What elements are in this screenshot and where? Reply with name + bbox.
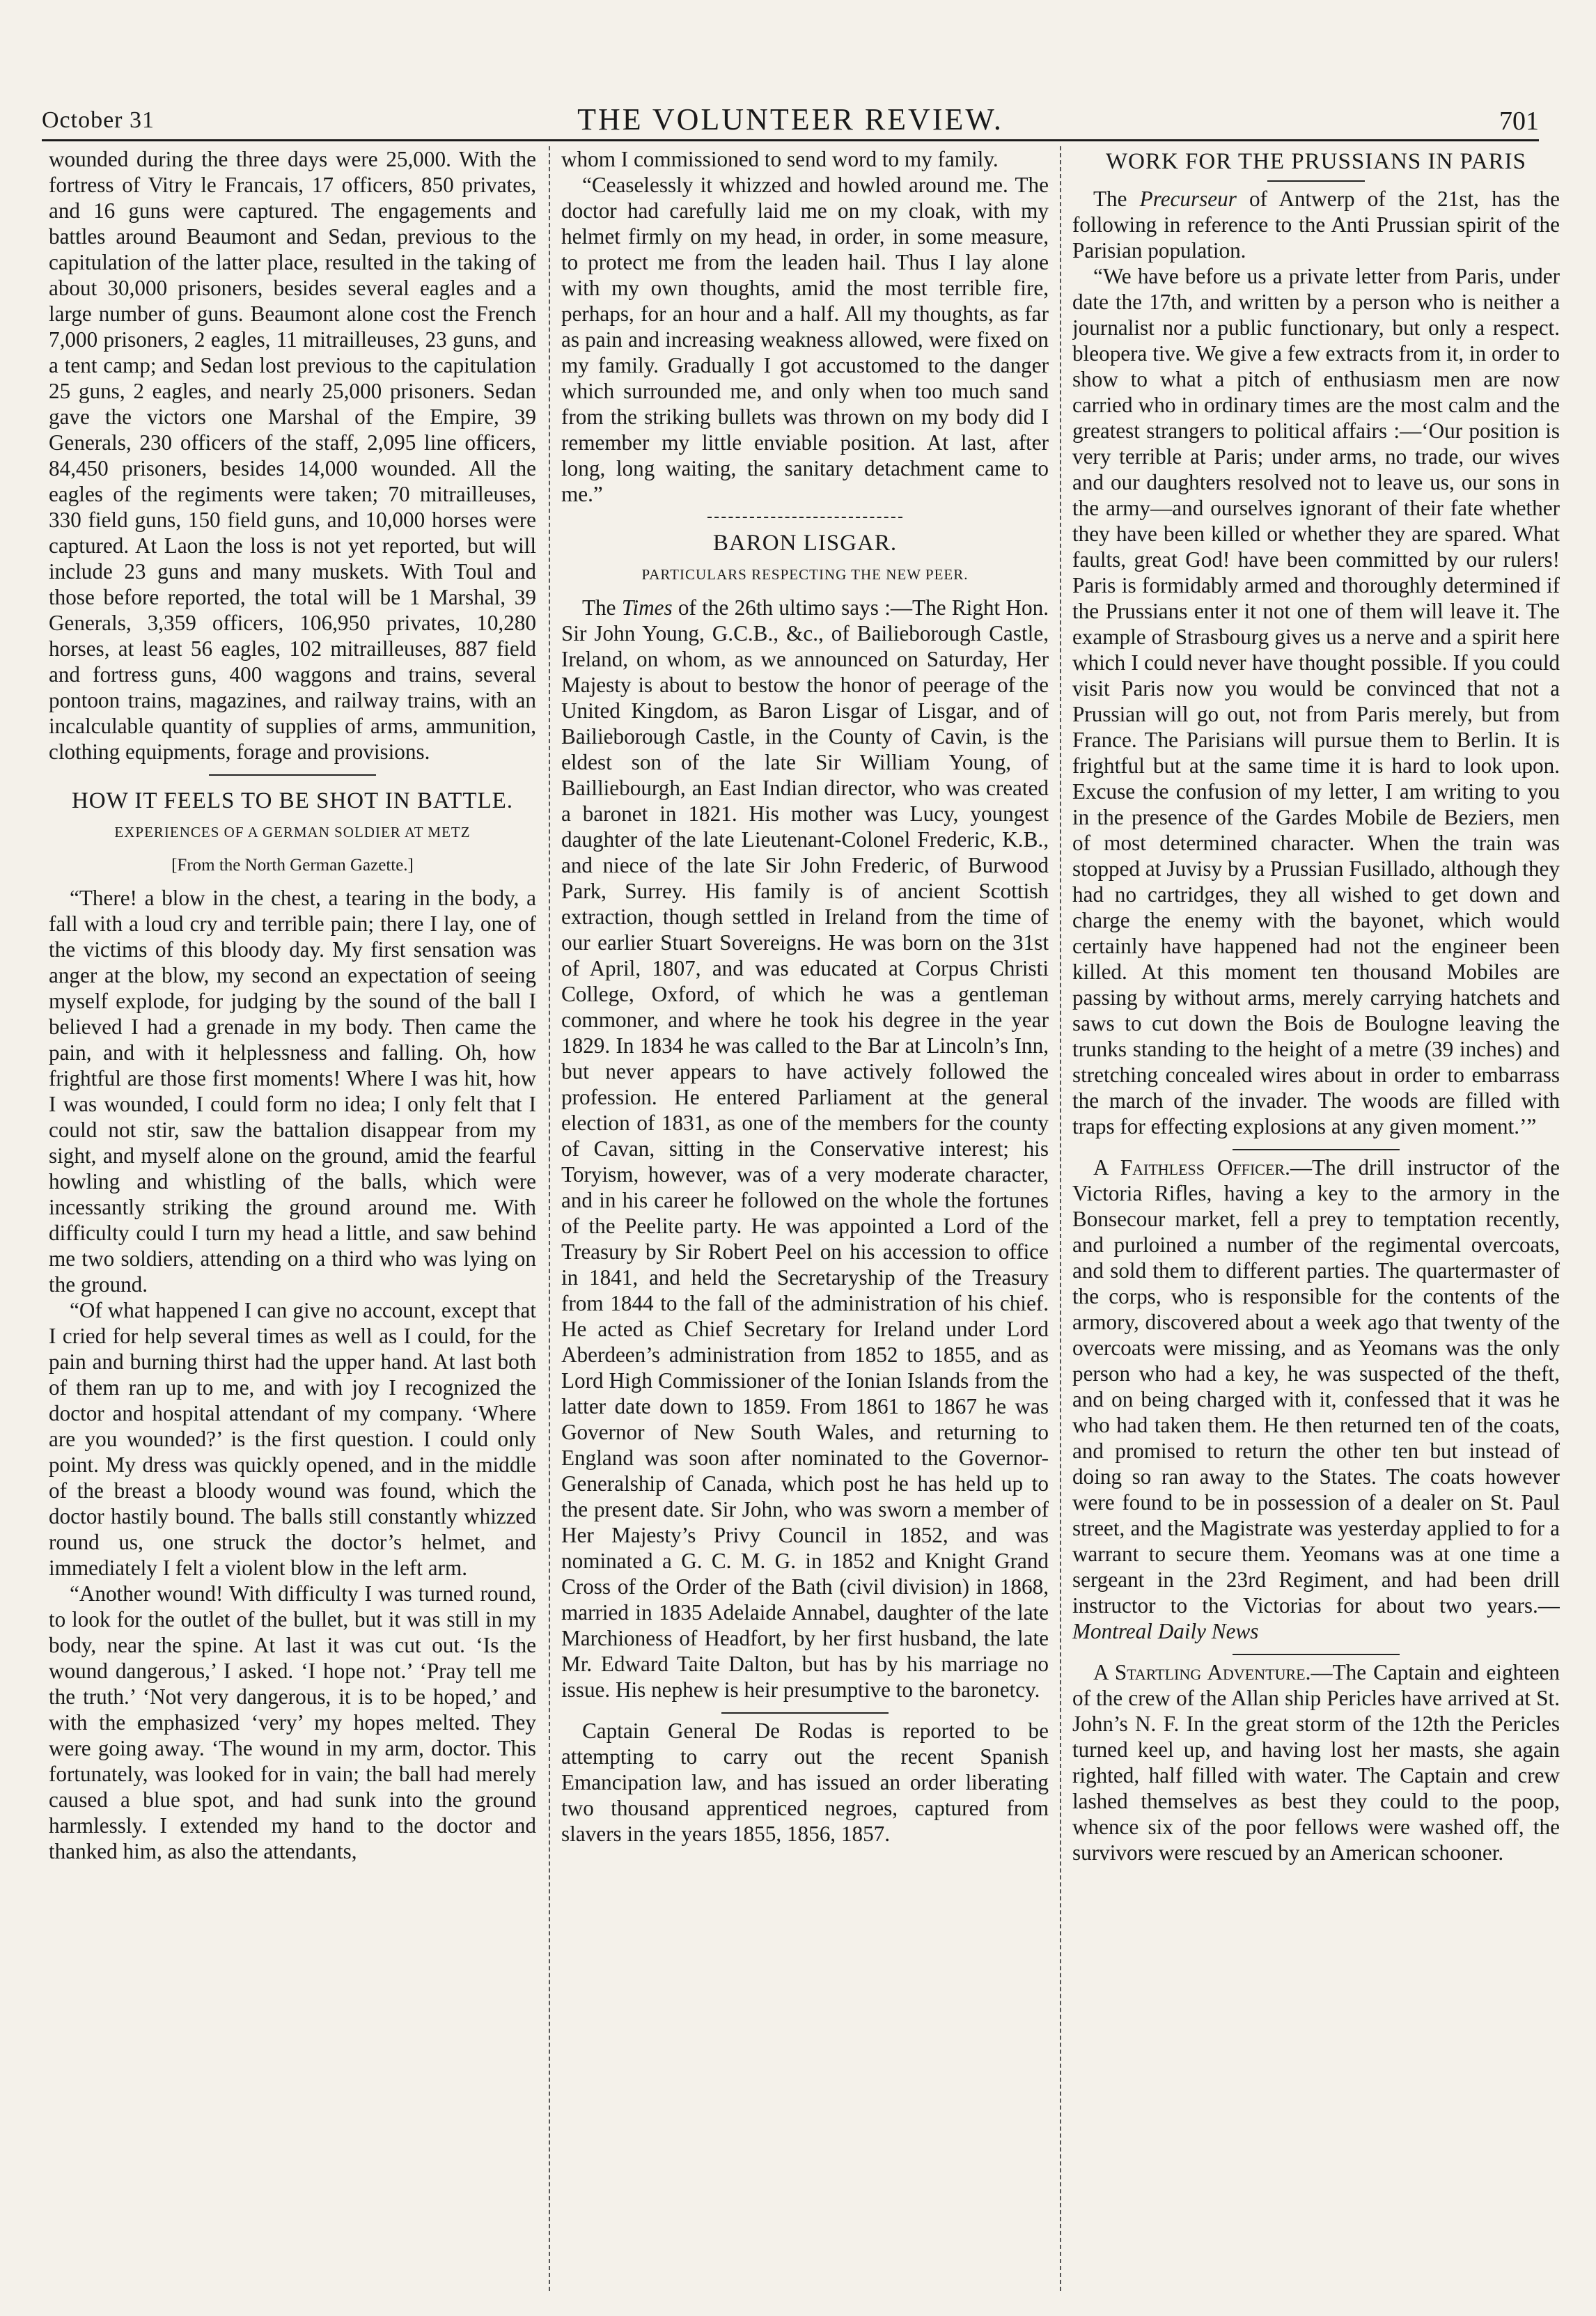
article-paragraph-letter: “We have before us a private letter from Paris, under date the 17th, and written by a person who is neither a journalist nor a public functionary, but only a respect. bleopera tive. We give a few extracts from it, in order to show to what a pitch of enthusiasm men are now carried who in ordinary times are the most calm and the greatest strangers to political affairs :—‘Our position is very terrible at Paris; under arms, no trade, our wives and our daughters resolved not to leave us, our sons in the army—and ourselves ignorant of their fate whether they have been killed or whether they are spared. What faults, great God! have been committed by our rulers! Paris is formidably armed and thoroughly determined if the Prussians enter it not one of them will leave it. The example of Strasbourg gives us a nerve and a spirit here which I could never have thought possible. If you could visit Paris now you would be convinced that not a Prussian will go out, not from Paris merely, but from France. The Parisians will pursue them to Berlin. It is frightful but at the same time it is hard to look upon. Excuse the confusion of my letter, I am writing to you in the presence of the Gardes Mobile de Beziers, men of most determined character. When the train was stopped at Juvisy by a Prussian Fusillado, although they had no cartridges, they all wished to get down and charge the enemy with the bayonet, which would certainly have happened had not the engineer been killed. At this moment ten thousand Mobiles are passing by without arms, merely carrying hatchets and saws to cut down the Bois de Boulogne leaving the trunks standing to the height of a metre (39 inches) and stretching concealed wires about in order to embarrass the march of the invader. The woods are filled with traps for effecting explosions at any given moment.’” [1072, 264, 1560, 1139]
article-heading-prussians-paris: WORK FOR THE PRUSSIANS IN PARIS [1105, 149, 1527, 174]
header-rule [42, 139, 1539, 141]
newspaper-name-precurseur: Precurseur [1139, 187, 1237, 211]
column-1 [49, 146, 536, 2291]
column-2 [561, 146, 1049, 2291]
header-page-number: 701 [1499, 107, 1539, 136]
article-separator [707, 517, 902, 518]
item-title-startling-adventure: A Startling Adventure. [1093, 1660, 1311, 1684]
article-separator [1233, 1654, 1400, 1655]
article-source-gazette: [From the North German Gazette.] [171, 856, 414, 875]
article-separator [1267, 180, 1365, 182]
header-date: October 31 [42, 107, 155, 133]
item-title-faithless-officer: A Faithless Officer. [1093, 1155, 1290, 1180]
article-separator [1233, 1149, 1400, 1150]
article-paragraph-startling-adventure: A Startling Adventure.—The Captain and eighteen of the crew of the Allan ship Pericles have arrived at St. John’s N. F. In the great storm of the 12th the Pericles turned keel up, and having lost her masts, she again righted, half filled with water. The Captain and crew lashed themselves as best they could to the poop, whence six of the poor fellows were washed off, the survivors were rescued by an American schooner. [1072, 1660, 1560, 1865]
article-separator [721, 1712, 889, 1714]
column-divider-1 [549, 146, 550, 2291]
newspaper-name-montreal-daily-news: Montreal Daily News [1072, 1619, 1259, 1643]
article-paragraph-de-rodas: Captain General De Rodas is reported to be attempting to carry out the recent Spanish Emancipation law, and has issued an order liberating two thousand apprenticed negroes, captured from slavers in the years 1855, 1856, 1857. [561, 1719, 1049, 1846]
column-3 [1072, 146, 1560, 2291]
header-title: THE VOLUNTEER REVIEW. [577, 102, 1003, 136]
article-continuation: whom I commissioned to send word to my family. [561, 147, 999, 171]
war-statistics-paragraph: wounded during the three days were 25,000. With the fortress of Vitry le Francais, 17 officers, 850 privates, and 16 guns were captured. The engagements and battles around Beaumont and Sedan, previous to the capitulation of the latter place, resulted in the taking of about 30,000 prisoners, besides several eagles and a large number of guns. Beaumont alone cost the French 7,000 prisoners, 2 eagles, 11 mitrailleuses, 23 guns, and a tent camp; and Sedan lost previous to the capitulation 25 guns, 2 eagles, and nearly 25,000 prisoners. Sedan gave the victors one Marshal of the Empire, 39 Generals, 230 officers of the staff, 2,095 line officers, 84,450 prisoners, besides 14,000 wounded. All the eagles of the regiments were taken; 70 mitrailleuses, 330 field guns, 150 field guns, and 10,000 horses were captured. At Laon the loss is not yet reported, but will include 23 guns and many muskets. With Toul and those before reported, the total will be 1 Marshal, 39 Generals, 3,359 officers, 106,950 privates, 10,280 horses, at least 56 eagles, 102 mitrailleuses, 887 field and fortress guns, 400 waggons and trains, several pontoon trains, magazines, and railway trains, with an incalculable quantity of supplies of arms, ammunition, clothing equipments, forage and provisions. [49, 147, 536, 764]
article-paragraph-lisgar: The Times of the 26th ultimo says :—The Right Hon. Sir John Young, G.C.B., &c., of Bailieborough Castle, Ireland, on whom, as we announced on Saturday, Her Majesty is about to bestow the honor of peerage of the United Kingdom, as Baron Lisgar of Lisgar, and of Bailieborough Castle, in the County of Cavin, is the eldest son of the late Sir William Young, of Bailliebourgh, an East Indian director, who was created a baronet in 1821. His mother was Lucy, youngest daughter of the late Lieutenant-Colonel Frederic, K.B., and niece of the late Sir John Frederic, of Burwood Park, Surrey. His family is of ancient Scottish extraction, though settled in Ireland from the time of our earlier Stuart Sovereigns. He was born on the 31st of April, 1807, and was educated at Corpus Christi College, Oxford, of which he was a gentleman commoner, and where he took his degree in the year 1829. In 1834 he was called to the Bar at Lincoln’s Inn, but never appears to have actively followed the profession. He entered Parliament at the general election of 1831, as one of the members for the county of Cavan, sitting in the Conservative interest; his Toryism, however, was of a very moderate character, and in his career he followed on the whole the fortunes of the Peelite party. He was appointed a Lord of the Treasury by Sir Robert Peel on his accession to office in 1841, and held the Secretaryship of the Treasury from 1844 to the fall of the administration of his chief. He acted as Chief Secretary for Ireland under Lord Aberdeen’s administration from 1852 to 1855, and as Lord High Commissioner of the Ionian Islands from the latter date down to 1859. From 1861 to 1867 he was Governor of New South Wales, and returning to England was soon after nominated to the Governor-Generalship of Canada, which post he has held up to the present date. Sir John, who was sworn a member of Her Majesty’s Privy Council in 1852, and was nominated a G. C. M. G. in 1852 and Knight Grand Cross of the Order of the Bath (civil division) in 1868, married in 1835 Adelaide Annabel, daughter of the late Marchioness of Headfort, by her first husband, the late Mr. Edward Taite Dalton, but has by his marriage no issue. His nephew is heir presumptive to the baronetcy. [561, 595, 1049, 1702]
newspaper-name-times: Times [621, 595, 673, 620]
article-paragraph: “There! a blow in the chest, a tearing in the body, a fall with a loud cry and terrible pain; there I lay, one of the victims of this bloody day. My first sensation was anger at the blow, my second an expectation of seeing myself explode, for judging by the sound of the ball I believed I had a grenade in my body. Then came the pain, and with it helplessness and falling. Oh, how frightful are those first moments! Where I was hit, how I was wounded, I could form no idea; I only felt that I could not stir, saw the battalion disappear from my sight, and myself alone on the ground, amid the fearful howling and whistling of the balls, which were incessantly striking the ground around me. With difficulty could I turn my head a little, and saw behind me two soldiers, attending on a third who was lying on the ground. [49, 886, 536, 1297]
article-paragraph: “Ceaselessly it whizzed and howled around me. The doctor had carefully laid me on my cloak, with my helmet firmly on my head, in order, in some measure, to protect me from the leaden hail. Thus I lay alone with my own thoughts, amid the most terrible fire, perhaps, for an hour and a half. All my thoughts, as far as pain and increasing weakness allowed, were fixed on my family. Gradually I got accustomed to the danger which surrounded me, and only when too much sand from the striking bullets was thrown on my body did I remember my little enviable position. At last, after long, long waiting, the sanitary detachment came to me.” [561, 173, 1049, 506]
article-subhead-german-soldier: EXPERIENCES OF A GERMAN SOLDIER AT METZ [114, 824, 471, 840]
article-subhead-new-peer: PARTICULARS RESPECTING THE NEW PEER. [641, 566, 969, 583]
article-paragraph: “Another wound! With difficulty I was turned round, to look for the outlet of the bullet, but it was still in my body, near the spine. At last it was cut out. ‘Is the wound dangerous,’ I asked. ‘I hope not.’ ‘Pray tell me the truth.’ ‘Not very dangerous, it is to be hoped,’ and with the emphasized ‘very’ my hopes melted. They were going away. ‘The wound in my arm, doctor. This fortunately, was looked for in vain; the ball had merely caused a blue spot, and had sunk into the ground harmlessly. I extended my hand to the doctor and thanked him, as also the attendants, [49, 1581, 536, 1863]
article-separator [209, 774, 376, 776]
article-paragraph: “Of what happened I can give no account, except that I cried for help several times as well as I could, for the pain and burning thirst had the upper hand. At last both of them ran up to me, and with joy I recognized the doctor and hospital attendant of my company. ‘Where are you wounded?’ is the first question. I could only point. My dress was quickly opened, and in the middle of the breast a bloody wound was found, which the doctor hastily bound. The balls still constantly whizzed round us, one struck the doctor’s helmet, and immediately I felt a violent blow in the left arm. [49, 1298, 536, 1580]
article-paragraph-faithless-officer: A Faithless Officer.—The drill instructor of the Victoria Rifles, having a key to the armory in the Bonsecour market, fell a prey to temptation recently, and purloined a number of the regimental overcoats, and sold them to different parties. The quartermaster of the corps, who is responsible for the contents of the armory, discovered about a week ago that twenty of the overcoats were missing, and as Yeomans was the only person who had a key, he was suspected of the theft, and on being charged with it, confessed that it was he who had taken them. He then returned ten of the coats, and promised to return the other ten but instead of doing so ran away to the States. The coats however were found to be in possession of a dealer on St. Paul street, and the Magistrate was yesterday applied to for a warrant to secure them. Yeomans was at one time a sergeant in the 23rd Regiment, and had been drill instructor to the Victorias for about two years.—Montreal Daily News [1072, 1155, 1560, 1643]
article-paragraph-precurseur: The Precurseur of Antwerp of the 21st, has the following in reference to the Anti Prussian spirit of the Parisian population. [1072, 187, 1560, 263]
column-divider-2 [1060, 146, 1061, 2291]
article-heading-shot-in-battle: HOW IT FEELS TO BE SHOT IN BATTLE. [71, 788, 514, 813]
article-heading-baron-lisgar: BARON LISGAR. [712, 531, 898, 556]
